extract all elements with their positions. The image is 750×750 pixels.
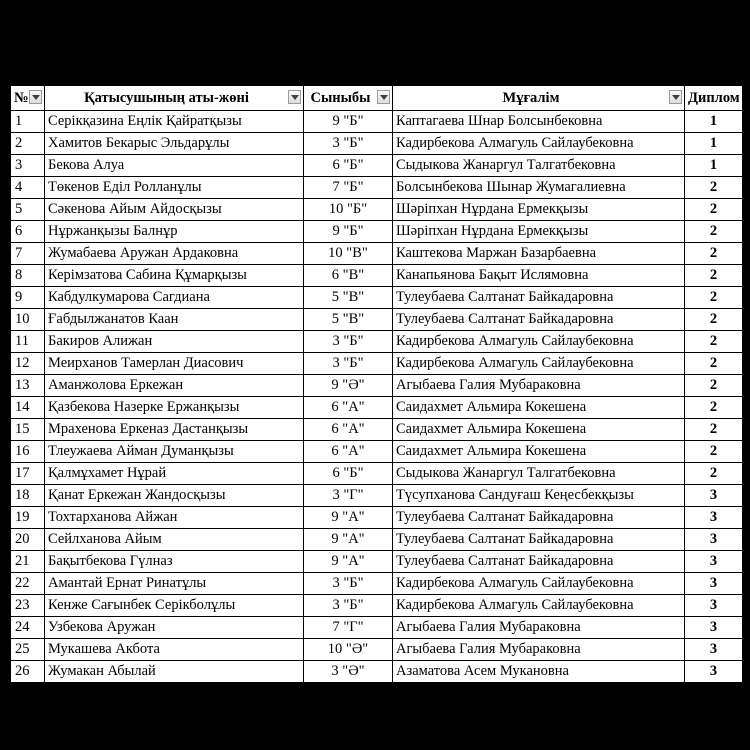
table-body [11, 111, 743, 683]
cell-class[interactable]: 5 "В" [304, 287, 393, 309]
cell-participant-name[interactable]: Керімзатова Сабина Құмарқызы [45, 265, 304, 287]
cell-diploma[interactable]: 2 [685, 419, 743, 441]
cell-number[interactable]: 8 [11, 265, 45, 287]
cell-number[interactable]: 16 [11, 441, 45, 463]
header-diploma [685, 86, 743, 111]
cell-participant-name[interactable]: Амантай Ернат Ринатұлы [45, 573, 304, 595]
cell-diploma[interactable]: 2 [685, 177, 743, 199]
cell-number[interactable]: 18 [11, 485, 45, 507]
cell-teacher[interactable]: Кадирбекова Алмагуль Сайлаубековна [393, 133, 685, 155]
cell-participant-name[interactable]: Тохтарханова Айжан [45, 507, 304, 529]
cell-diploma[interactable]: 1 [685, 133, 743, 155]
cell-teacher[interactable]: Кадирбекова Алмагуль Сайлаубековна [393, 595, 685, 617]
cell-class[interactable]: 6 "А" [304, 419, 393, 441]
cell-teacher[interactable]: Тулеубаева Салтанат Байкадаровна [393, 309, 685, 331]
spreadsheet-sheet [10, 85, 742, 683]
cell-number[interactable]: 6 [11, 221, 45, 243]
table-row [11, 375, 743, 397]
cell-class[interactable]: 3 "Б" [304, 595, 393, 617]
table-row [11, 177, 743, 199]
cell-number[interactable]: 13 [11, 375, 45, 397]
cell-diploma[interactable]: 1 [685, 155, 743, 177]
cell-teacher[interactable]: Саидахмет Альмира Кокешена [393, 441, 685, 463]
cell-teacher[interactable]: Кадирбекова Алмагуль Сайлаубековна [393, 331, 685, 353]
table-row [11, 617, 743, 639]
cell-participant-name[interactable]: Ғабдылжанатов Каан [45, 309, 304, 331]
cell-diploma[interactable]: 3 [685, 507, 743, 529]
cell-diploma[interactable]: 3 [685, 573, 743, 595]
cell-participant-name[interactable]: Хамитов Бекарыс Эльдарұлы [45, 133, 304, 155]
cell-teacher[interactable]: Каптагаева Шнар Болсынбековна [393, 111, 685, 133]
cell-class[interactable]: 5 "В" [304, 309, 393, 331]
cell-number[interactable]: 10 [11, 309, 45, 331]
table-row [11, 529, 743, 551]
cell-participant-name[interactable]: Мукашева Акбота [45, 639, 304, 661]
cell-class[interactable]: 3 "Б" [304, 331, 393, 353]
cell-diploma[interactable]: 3 [685, 661, 743, 683]
cell-participant-name[interactable]: Нұржанқызы Балнұр [45, 221, 304, 243]
cell-number[interactable]: 24 [11, 617, 45, 639]
cell-number[interactable]: 5 [11, 199, 45, 221]
cell-participant-name[interactable]: Серікқазина Еңлік Қайратқызы [45, 111, 304, 133]
table-row [11, 265, 743, 287]
table-row [11, 243, 743, 265]
cell-class[interactable]: 9 "А" [304, 507, 393, 529]
cell-participant-name[interactable]: Қалмұхамет Нұрай [45, 463, 304, 485]
cell-teacher[interactable]: Тулеубаева Салтанат Байкадаровна [393, 287, 685, 309]
table-row [11, 485, 743, 507]
cell-class[interactable]: 10 "Б" [304, 199, 393, 221]
table-row [11, 111, 743, 133]
cell-diploma[interactable]: 2 [685, 463, 743, 485]
cell-number[interactable]: 15 [11, 419, 45, 441]
cell-teacher[interactable]: Тулеубаева Салтанат Байкадаровна [393, 551, 685, 573]
cell-number[interactable]: 11 [11, 331, 45, 353]
cell-participant-name[interactable]: Жумакан Абылай [45, 661, 304, 683]
cell-teacher[interactable]: Тулеубаева Салтанат Байкадаровна [393, 529, 685, 551]
cell-teacher[interactable]: Саидахмет Альмира Кокешена [393, 397, 685, 419]
cell-class[interactable]: 9 "Б" [304, 221, 393, 243]
cell-class[interactable]: 9 "А" [304, 551, 393, 573]
header-class-label: Сыныбы [310, 90, 371, 106]
cell-diploma[interactable]: 2 [685, 397, 743, 419]
table-row [11, 199, 743, 221]
table-row [11, 155, 743, 177]
cell-number[interactable]: 22 [11, 573, 45, 595]
cell-diploma[interactable]: 2 [685, 265, 743, 287]
cell-class[interactable]: 9 "А" [304, 529, 393, 551]
cell-teacher[interactable]: Шәріпхан Нұрдана Ермекқызы [393, 199, 685, 221]
cell-participant-name[interactable]: Төкенов Еділ Ролланұлы [45, 177, 304, 199]
cell-participant-name[interactable]: Сәкенова Айым Айдосқызы [45, 199, 304, 221]
cell-teacher[interactable]: Болсынбекова Шынар Жумагалиевна [393, 177, 685, 199]
cell-participant-name[interactable]: Жумабаева Аружан Ардаковна [45, 243, 304, 265]
cell-participant-name[interactable]: Тлеужаева Айман Думанқызы [45, 441, 304, 463]
cell-teacher[interactable]: Саидахмет Альмира Кокешена [393, 419, 685, 441]
cell-diploma[interactable]: 2 [685, 353, 743, 375]
table-row [11, 133, 743, 155]
cell-class[interactable]: 3 "Б" [304, 133, 393, 155]
cell-class[interactable]: 9 "Ә" [304, 375, 393, 397]
cell-teacher[interactable]: Кадирбекова Алмагуль Сайлаубековна [393, 573, 685, 595]
cell-diploma[interactable]: 2 [685, 375, 743, 397]
cell-class[interactable]: 10 "Ә" [304, 639, 393, 661]
cell-teacher[interactable]: Агыбаева Галия Мубараковна [393, 375, 685, 397]
cell-participant-name[interactable]: Мрахенова Еркеназ Дастанқызы [45, 419, 304, 441]
filter-dropdown-icon[interactable] [288, 90, 301, 104]
cell-number[interactable]: 9 [11, 287, 45, 309]
cell-teacher[interactable]: Сыдыкова Жанаргул Талгатбековна [393, 463, 685, 485]
cell-participant-name[interactable]: Қанат Еркежан Жандосқызы [45, 485, 304, 507]
cell-participant-name[interactable]: Аманжолова Еркежан [45, 375, 304, 397]
table-row [11, 507, 743, 529]
table-row [11, 661, 743, 683]
cell-participant-name[interactable]: Бақытбекова Гүлназ [45, 551, 304, 573]
cell-diploma[interactable]: 3 [685, 485, 743, 507]
cell-number[interactable]: 2 [11, 133, 45, 155]
table-row [11, 639, 743, 661]
header-row [11, 86, 743, 111]
cell-class[interactable]: 3 "Б" [304, 573, 393, 595]
header-class [304, 86, 393, 111]
header-participant [45, 86, 304, 111]
cell-diploma[interactable]: 3 [685, 617, 743, 639]
table-row [11, 397, 743, 419]
table-row [11, 551, 743, 573]
results-table [10, 85, 742, 683]
cell-class[interactable]: 6 "А" [304, 397, 393, 419]
cell-teacher[interactable]: Каштекова Маржан Базарбаевна [393, 243, 685, 265]
cell-class[interactable]: 7 "Г" [304, 617, 393, 639]
header-diploma-label: Диплом [688, 90, 740, 106]
cell-participant-name[interactable]: Кенже Сағынбек Серікболұлы [45, 595, 304, 617]
header-teacher-label: Мұғалім [502, 90, 560, 106]
cell-teacher[interactable]: Сыдыкова Жанаргул Талгатбековна [393, 155, 685, 177]
cell-number[interactable]: 1 [11, 111, 45, 133]
cell-participant-name[interactable]: Сейлханова Айым [45, 529, 304, 551]
cell-number[interactable]: 19 [11, 507, 45, 529]
table-row [11, 441, 743, 463]
cell-diploma[interactable]: 2 [685, 331, 743, 353]
cell-diploma[interactable]: 2 [685, 287, 743, 309]
cell-number[interactable]: 7 [11, 243, 45, 265]
table-row [11, 463, 743, 485]
cell-participant-name[interactable]: Бекова Алуа [45, 155, 304, 177]
table-row [11, 573, 743, 595]
cell-diploma[interactable]: 2 [685, 243, 743, 265]
cell-class[interactable]: 6 "Б" [304, 463, 393, 485]
cell-number[interactable]: 17 [11, 463, 45, 485]
cell-class[interactable]: 3 "Г" [304, 485, 393, 507]
cell-number[interactable]: 12 [11, 353, 45, 375]
cell-number[interactable]: 20 [11, 529, 45, 551]
cell-number[interactable]: 25 [11, 639, 45, 661]
cell-teacher[interactable]: Канапьянова Бақыт Ислямовна [393, 265, 685, 287]
cell-teacher[interactable]: Кадирбекова Алмагуль Сайлаубековна [393, 353, 685, 375]
cell-participant-name[interactable]: Қазбекова Назерке Ержанқызы [45, 397, 304, 419]
cell-diploma[interactable]: 3 [685, 639, 743, 661]
cell-diploma[interactable]: 3 [685, 529, 743, 551]
filter-dropdown-icon[interactable] [377, 90, 390, 104]
table-row [11, 419, 743, 441]
cell-number[interactable]: 23 [11, 595, 45, 617]
table-row [11, 595, 743, 617]
cell-participant-name[interactable]: Бакиров Алижан [45, 331, 304, 353]
cell-teacher[interactable]: Шәріпхан Нұрдана Ермекқызы [393, 221, 685, 243]
cell-teacher[interactable]: Азаматова Асем Мукановна [393, 661, 685, 683]
filter-dropdown-icon[interactable] [669, 90, 682, 104]
cell-class[interactable]: 6 "В" [304, 265, 393, 287]
cell-diploma[interactable]: 2 [685, 441, 743, 463]
cell-diploma[interactable]: 2 [685, 221, 743, 243]
header-participant-label: Қатысушының аты-жөні [84, 90, 249, 106]
cell-number[interactable]: 21 [11, 551, 45, 573]
cell-participant-name[interactable]: Узбекова Аружан [45, 617, 304, 639]
cell-class[interactable]: 9 "Б" [304, 111, 393, 133]
cell-class[interactable]: 3 "Ә" [304, 661, 393, 683]
cell-teacher[interactable]: Түсупханова Сандуғаш Кеңесбекқызы [393, 485, 685, 507]
cell-diploma[interactable]: 2 [685, 309, 743, 331]
cell-diploma[interactable]: 2 [685, 199, 743, 221]
cell-number[interactable]: 26 [11, 661, 45, 683]
cell-class[interactable]: 3 "Б" [304, 353, 393, 375]
cell-diploma[interactable]: 3 [685, 595, 743, 617]
header-number [11, 86, 45, 111]
cell-class[interactable]: 6 "А" [304, 441, 393, 463]
filter-dropdown-icon[interactable] [29, 90, 42, 104]
header-number-label: № [14, 90, 29, 106]
table-row [11, 287, 743, 309]
cell-participant-name[interactable]: Меирханов Тамерлан Диасович [45, 353, 304, 375]
cell-class[interactable]: 7 "Б" [304, 177, 393, 199]
cell-number[interactable]: 3 [11, 155, 45, 177]
table-row [11, 309, 743, 331]
table-row [11, 353, 743, 375]
header-teacher [393, 86, 685, 111]
cell-number[interactable]: 14 [11, 397, 45, 419]
cell-teacher[interactable]: Агыбаева Галия Мубараковна [393, 639, 685, 661]
cell-teacher[interactable]: Агыбаева Галия Мубараковна [393, 617, 685, 639]
cell-diploma[interactable]: 3 [685, 551, 743, 573]
cell-diploma[interactable]: 1 [685, 111, 743, 133]
cell-number[interactable]: 4 [11, 177, 45, 199]
cell-class[interactable]: 10 "В" [304, 243, 393, 265]
table-row [11, 221, 743, 243]
cell-class[interactable]: 6 "Б" [304, 155, 393, 177]
cell-participant-name[interactable]: Кабдулкумарова Сагдиана [45, 287, 304, 309]
table-row [11, 331, 743, 353]
cell-teacher[interactable]: Тулеубаева Салтанат Байкадаровна [393, 507, 685, 529]
